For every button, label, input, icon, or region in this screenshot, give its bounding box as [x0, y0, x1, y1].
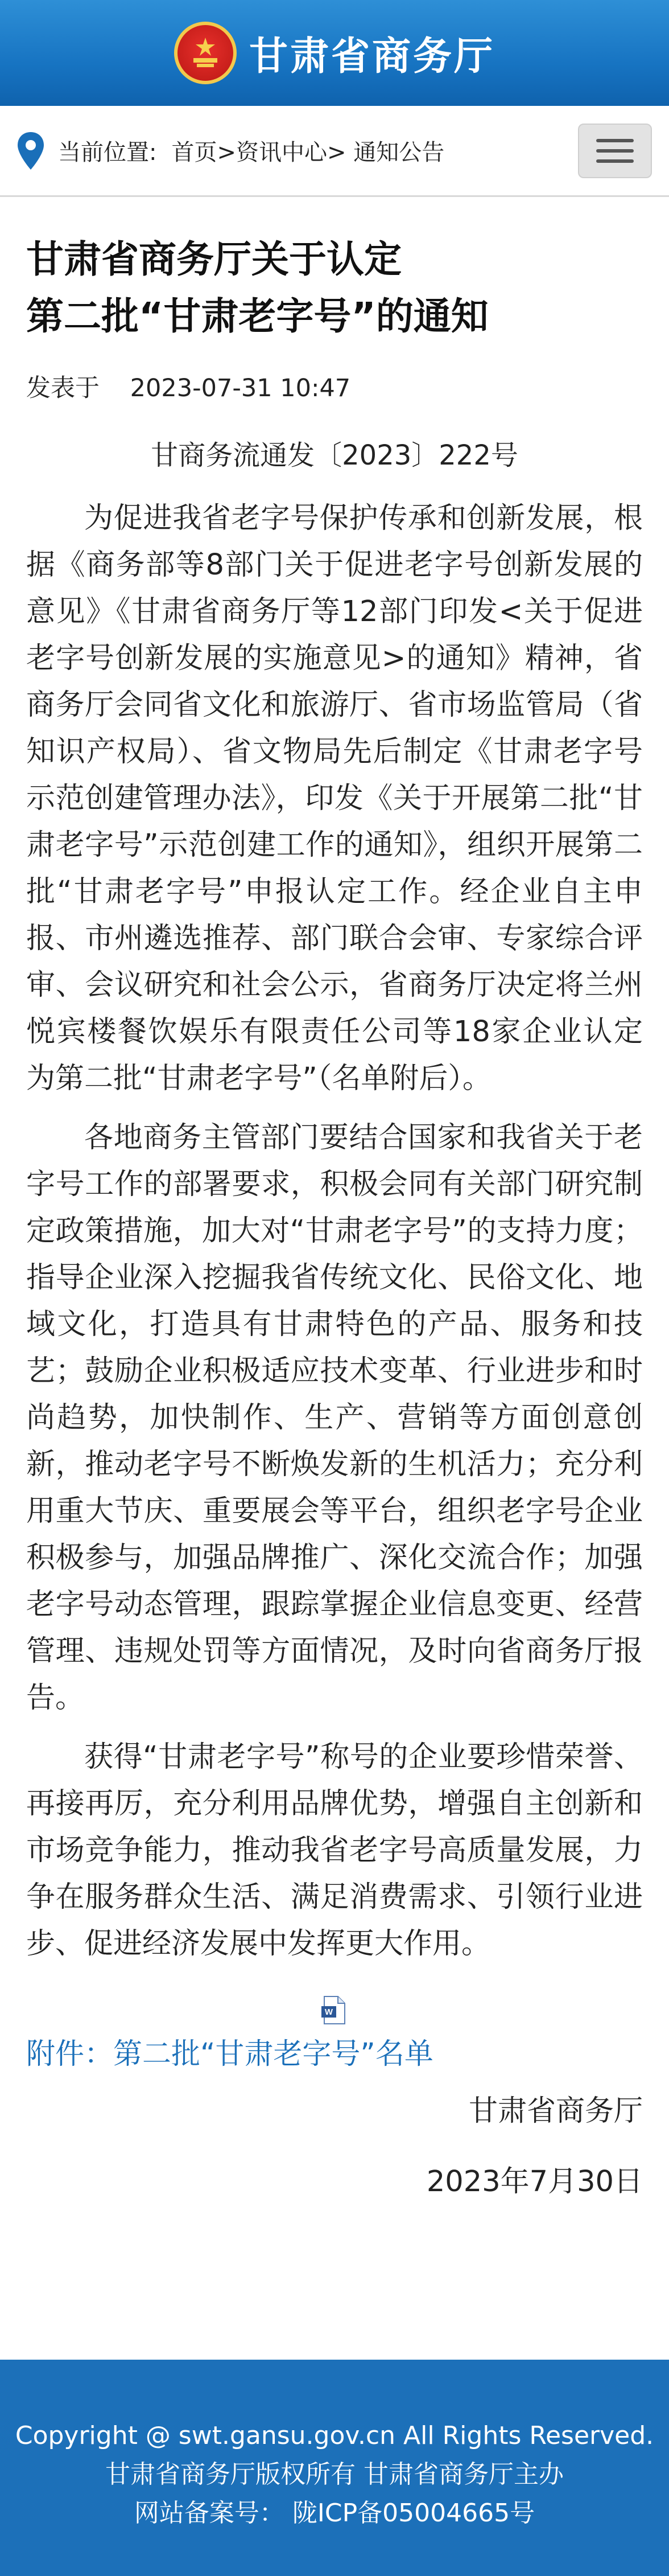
article	[0, 197, 669, 2200]
footer-icp[interactable]: 网站备案号： 陇ICP备05004665号	[134, 2499, 535, 2528]
national-emblem-icon	[174, 22, 237, 84]
footer-owner: 甘肃省商务厅版权所有 甘肃省商务厅主办	[105, 2460, 564, 2489]
site-header	[0, 0, 669, 106]
article-meta	[26, 369, 643, 404]
breadcrumb[interactable]: 首页>资讯中心> 通知公告	[171, 139, 445, 166]
hamburger-menu-icon[interactable]	[578, 124, 652, 178]
svg-text:W: W	[324, 2007, 333, 2017]
location-pin-icon	[16, 131, 46, 171]
article-title-line2: 第二批“甘肃老字号”的通知	[26, 294, 489, 338]
published-label: 发表于	[26, 374, 100, 402]
article-paragraph: 为促进我省老字号保护传承和创新发展，根据《商务部等8部门关于促进老字号创新发展的意见》《甘肃省商务厅等12部门印发<关于促进老字号创新发展的实施意见>的通知》精神，省商务厅会同省文化和旅游厅、省市场监管局（省知识产权局）、省文物局先后制定《甘肃老字号示范创建管理办法》，印发《关于开展第二批“甘肃老字号”示范创建工作的通知》，组织开展第二批“甘肃老字号”申报认定工作。经企业自主申报、市州遴选推荐、部门联合会审、专家综合评审、会议研究和社会公示，省商务厅决定将兰州悦宾楼餐饮娱乐有限责任公司等18家企业认定为第二批“甘肃老字号”（名单附后）。	[26, 502, 643, 1095]
site-footer	[0, 2360, 669, 2576]
article-paragraph: 获得“甘肃老字号”称号的企业要珍惜荣誉、再接再厉，充分利用品牌优势，增强自主创新和市场竞争能力，推动我省老字号高质量发展，力争在服务群众生活、满足消费需求、引领行业进步、促进经济发展中发挥更大作用。	[26, 1740, 643, 1961]
article-title	[26, 197, 643, 345]
issuer-signature: 甘肃省商务厅	[468, 2094, 643, 2128]
issue-date: 2023年7月30日	[426, 2165, 643, 2199]
header-brand[interactable]	[174, 22, 495, 84]
attachment	[26, 1996, 643, 2071]
menu-bar-line	[596, 139, 634, 142]
attachment-link[interactable]: 附件：第二批“甘肃老字号”名单	[26, 2037, 433, 2071]
footer-copyright: Copyright @ swt.gansu.gov.cn All Rights Reserved.	[15, 2421, 654, 2450]
site-name: 甘肃省商务厅	[249, 33, 495, 79]
article-paragraph: 各地商务主管部门要结合国家和我省关于老字号工作的部署要求，积极会同有关部门研究制定政策措施，加大对“甘肃老字号”的支持力度；指导企业深入挖掘我省传统文化、民俗文化、地域文化，打造具有甘肃特色的产品、服务和技艺；鼓励企业积极适应技术变革、行业进步和时尚趋势，加快制作、生产、营销等方面创意创新，推动老字号不断焕发新的生机活力；充分利用重大节庆、重要展会等平台，组织老字号企业积极参与，加强品牌推广、深化交流合作；加强老字号动态管理，跟踪掌握企业信息变更、经营管理、违规处罚等方面情况，及时向省商务厅报告。	[26, 1121, 643, 1715]
menu-bar-line	[596, 149, 634, 153]
published-time: 2023-07-31 10:47	[130, 374, 351, 402]
menu-bar-line	[596, 159, 634, 163]
location-label: 当前位置:	[58, 139, 157, 166]
article-title-line1: 甘肃省商务厅关于认定	[26, 237, 402, 281]
document-number: 甘商务流通发〔2023〕222号	[151, 439, 518, 471]
word-document-icon[interactable]	[321, 1996, 346, 2024]
location-bar	[0, 106, 669, 197]
